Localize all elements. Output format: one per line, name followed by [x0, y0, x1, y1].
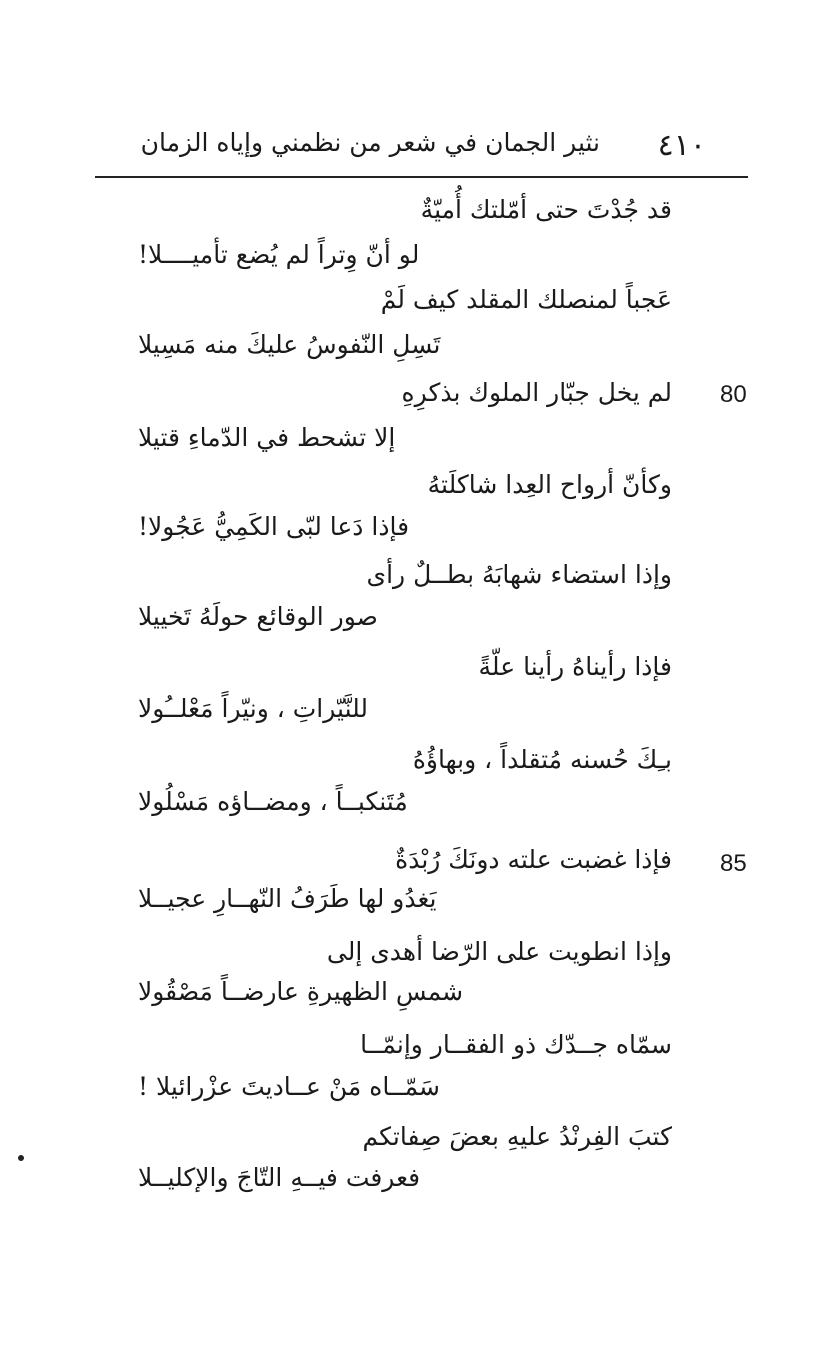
verse-first-hemistich: كتبَ الفِرنْدُ عليهِ بعضَ صِفاتكم — [362, 1122, 672, 1151]
header-rule — [95, 176, 748, 178]
verse-first-hemistich: فإذا غضبت علته دونَكَ رُبْدَةٌ — [395, 845, 672, 874]
verse-second-hemistich: صور الوقائع حولَهُ تَخييلا — [138, 602, 378, 631]
page-header — [95, 122, 748, 178]
verse-first-hemistich: سمّاه جــدّك ذو الفقــار وإنمّــا — [360, 1030, 672, 1059]
verse-first-hemistich: وإذا انطويت على الرّضا أهدى إلى — [326, 937, 672, 966]
verse-first-hemistich: وكأنّ أرواح العِدا شاكلَتهُ — [427, 470, 672, 499]
verse-first-hemistich: قد جُدْتَ حتى أمّلتك أُميّةٌ — [420, 195, 672, 224]
verse-first-hemistich: فإذا رأيناهُ رأينا علّةً — [478, 652, 672, 681]
verse-second-hemistich: لو أنّ وِتراً لم يُضع تأميــــلا! — [138, 240, 420, 269]
verse-second-hemistich: فإذا دَعا لبّى الكَمِيُّ عَجُولا! — [138, 512, 410, 541]
verse-first-hemistich: بـِكَ حُسنه مُتقلداً ، وبهاؤُهُ — [412, 745, 672, 774]
page-number: ٤١٠ — [657, 128, 706, 163]
verse-second-hemistich: فعرفت فيــهِ التّاجَ والإكليــلا — [138, 1163, 421, 1192]
verse-second-hemistich: إلا تشحط في الدّماءِ قتيلا — [138, 423, 396, 452]
margin-dot — [18, 1155, 24, 1161]
verse-second-hemistich: سَمّــاه مَنْ عــاديتَ عزْرائيلا ! — [138, 1072, 440, 1101]
verse-first-hemistich: عَجباً لمنصلك المقلد كيف لَمْ — [380, 285, 672, 314]
verse-first-hemistich: وإذا استضاء شهابَهُ بطــلٌ رأى — [366, 560, 672, 589]
running-title: نثير الجمان في شعر من نظمني وإياه الزمان — [140, 128, 600, 157]
verse-second-hemistich: يَغدُو لها طَرَفُ النّهــارِ عجيــلا — [138, 884, 437, 913]
verse-second-hemistich: تَسِلِ النّفوسُ عليكَ منه مَسِيلا — [138, 330, 441, 359]
verse-number: 85 — [720, 850, 747, 877]
verse-second-hemistich: للنَّيّراتِ ، ونيّراً مَعْلــُولا — [138, 694, 369, 723]
verse-first-hemistich: لم يخل جبّار الملوك بذكرِهِ — [401, 378, 672, 407]
verse-second-hemistich: مُتَنكبــاً ، ومضــاؤه مَسْلُولا — [138, 787, 408, 816]
verse-second-hemistich: شمسِ الظهيرةِ عارضــاً مَصْقُولا — [138, 977, 464, 1006]
verse-number: 80 — [720, 381, 747, 408]
